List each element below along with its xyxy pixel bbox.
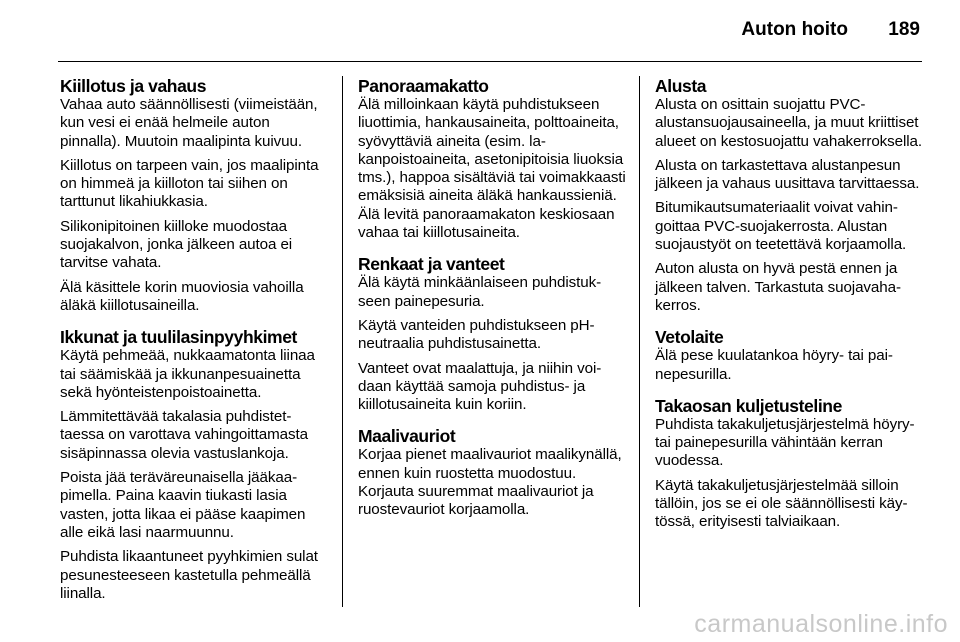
column-divider: [639, 76, 640, 607]
paragraph: Korjaa pienet maalivauriot maalikynällä, ennen kuin ruostetta muodostuu. Korjauta suuremmat maalivauriot ja ruostevauriot korjaamolla.: [358, 446, 622, 519]
paragraph: Vanteet ovat maalattuja, ja niihin voidaan käyttää samoja puhdistus- ja kiillotusaineita kuin koriin.: [358, 359, 602, 414]
section-heading: Maalivauriot: [358, 426, 456, 447]
paragraph: Poista jää teräväreunaisella jääkaapimella. Paina kaavin tiukasti lasia vasten, jotta likaa ei pääse kaapimen alle eikä lasi naarmuunnu.: [60, 469, 306, 541]
paragraph: Älä pese kuulatankoa höyry- tai painepesurilla.: [655, 347, 893, 383]
header-divider: [58, 61, 922, 62]
section-maalivauriot: [358, 426, 626, 519]
paragraph: Käytä vanteiden puhdistukseen pH-neutraalia puhdistusainetta.: [358, 316, 595, 353]
section-heading: Ikkunat ja tuulilasinpyyhkimet: [60, 327, 297, 348]
section-heading: Kiillotus ja vahaus: [60, 76, 207, 96]
page-title: Auton hoito: [741, 19, 848, 40]
section-renkaat: [358, 254, 626, 414]
section-alusta: [655, 76, 927, 315]
section-heading: Vetolaite: [655, 327, 724, 348]
paragraph: Auton alusta on hyvä pestä ennen ja jälkeen talven. Tarkastuta suojavahakerros.: [655, 260, 902, 314]
section-heading: Alusta: [655, 76, 707, 96]
section-heading: Panoraamakatto: [358, 76, 489, 96]
column-divider: [342, 76, 343, 607]
paragraph: Älä milloinkaan käytä puhdistukseen liuottimia, hankausaineita, polttoaineita, syövyttäviä aineita (esim. lakanpoistoaineita, asetonipitoisia liuoksia tms.), happoa sisältäviä tai voimakkaasti emäksisiä aineita äläkä hankaussieniä. Älä levitä panoraamakaton keskiosaan vahaa tai kiillotusaineita.: [358, 96, 626, 242]
section-kiillotus: [60, 76, 328, 315]
paragraph: Alusta on osittain suojattu PVC-alustansuojausaineella, ja muut kriittiset alueet on kestosuojattu vahakerroksella.: [655, 96, 923, 150]
section-ikkunat: [60, 327, 328, 603]
paragraph: Käytä takakuljetusjärjestelmää silloin tällöin, jos se ei ole säännöllisesti käytössä, erityisesti talviaikaan.: [655, 476, 908, 531]
section-heading: Renkaat ja vanteet: [358, 254, 505, 275]
paragraph: Bitumikautsumateriaalit voivat vahingoittaa PVC-suojakerrosta. Alustan suojaustyöt on teetettävä korjaamolla.: [655, 199, 907, 254]
section-heading: Takaosan kuljetusteline: [655, 395, 842, 416]
watermark: carmanualsonline.info: [694, 610, 948, 638]
paragraph: Alusta on tarkastettava alustanpesun jälkeen ja vahaus uusittava tarvittaessa.: [655, 156, 920, 193]
text-column-2: [358, 76, 626, 532]
text-column-1: [60, 76, 328, 615]
paragraph: Kiillotus on tarpeen vain, jos maalipinta on himmeä ja kiilloton tai siihen on tarttunut likahiukkasia.: [60, 156, 319, 211]
page-number: 189: [888, 19, 920, 40]
page-header: [0, 0, 960, 62]
paragraph: Älä käsittele korin muoviosia vahoilla äläkä kiillotusaineilla.: [60, 278, 304, 314]
paragraph: Vahaa auto säännöllisesti (viimeistään, kun vesi ei enää helmeile auton pinnalla). Muutoin maalipinta kuivuu.: [60, 96, 318, 150]
section-kuljetusteline: [655, 396, 927, 532]
paragraph: Älä käytä minkäänlaiseen puhdistukseen painepesuria.: [358, 274, 602, 310]
section-vetolaite: [655, 327, 927, 384]
section-panoraamakatto: [358, 76, 626, 242]
paragraph: Lämmitettävää takalasia puhdistettaessa on varottava vahingoittamasta sisäpinnassa olevia vastuslankoja.: [60, 408, 308, 462]
text-column-3: [655, 76, 927, 544]
paragraph: Puhdista likaantuneet pyyhkimien sulat pesunesteeseen kastetulla pehmeällä liinalla.: [60, 548, 318, 602]
paragraph: Silikonipitoinen kiilloke muodostaa suojakalvon, jonka jälkeen autoa ei tarvitse vahata.: [60, 217, 293, 272]
paragraph: Puhdista takakuljetusjärjestelmä höyry- tai painepesurilla vähintään kerran vuodessa.: [655, 415, 915, 470]
paragraph: Käytä pehmeää, nukkaamatonta liinaa tai säämiskää ja ikkunanpesuainetta sekä hyönteistenpoistoainetta.: [60, 347, 315, 401]
